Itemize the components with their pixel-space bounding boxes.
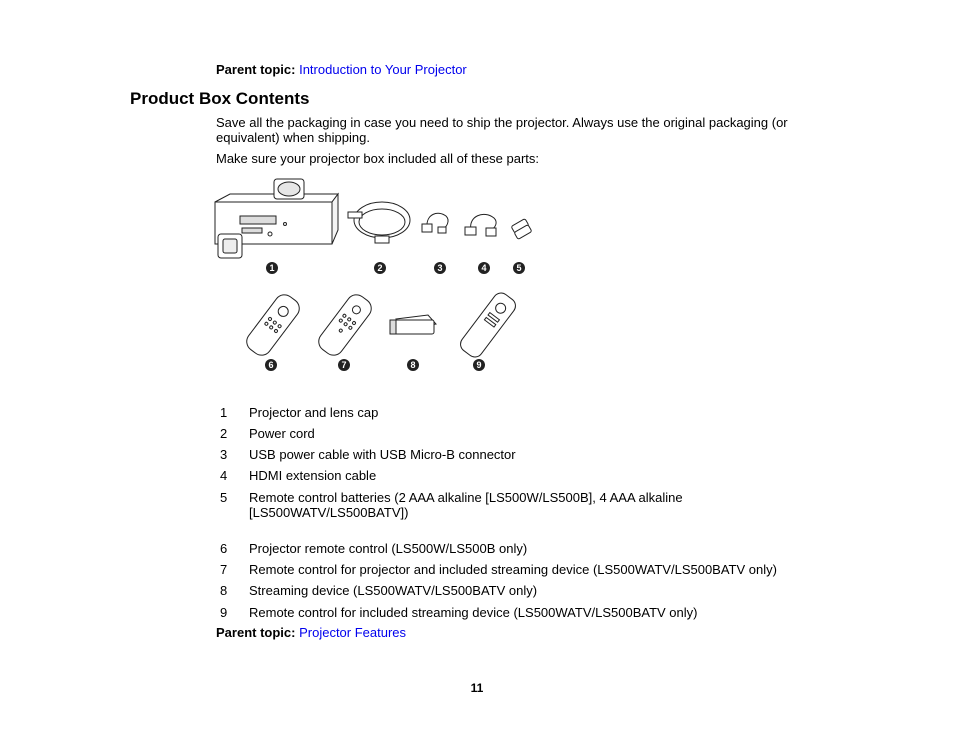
parts-list	[216, 405, 836, 627]
figure-callout: 4	[478, 262, 490, 274]
streaming-combo-remote-illustration	[315, 291, 375, 359]
figure-callout: 6	[265, 359, 277, 371]
list-item	[216, 541, 836, 556]
parent-topic-link[interactable]: Projector Features	[299, 625, 407, 640]
list-item	[216, 405, 836, 420]
parent-topic-bottom	[216, 625, 406, 640]
streaming-remote-illustration	[457, 290, 518, 360]
intro-paragraph-packaging: Save all the packaging in case you need to ship the projector. Always use the original packaging (or equivalent) when shipping.	[216, 115, 788, 145]
list-item-number: 9	[220, 605, 228, 620]
list-item-text: HDMI extension cable	[249, 468, 377, 483]
list-item-number: 1	[220, 405, 228, 420]
page-title: Product Box Contents	[130, 89, 310, 108]
projector-illustration	[215, 179, 338, 258]
projector-remote-illustration	[243, 291, 303, 359]
figure-callout: 2	[374, 262, 386, 274]
figure-callout: 1	[266, 262, 278, 274]
figure-callout: 5	[513, 262, 525, 274]
list-item-text: Streaming device (LS500WATV/LS500BATV only)	[249, 583, 538, 598]
list-item-text: USB power cable with USB Micro-B connector	[249, 447, 516, 462]
intro-paragraph-parts: Make sure your projector box included all of these parts:	[216, 151, 540, 166]
list-item-text: Remote control for projector and included streaming device (LS500WATV/LS500BATV only)	[249, 562, 777, 577]
figure-callout: 9	[473, 359, 485, 371]
list-item-number: 5	[220, 490, 228, 505]
list-item-text: Power cord	[249, 426, 315, 441]
list-item-number: 2	[220, 426, 228, 441]
figure-callout: 8	[407, 359, 419, 371]
figure-callout: 3	[434, 262, 446, 274]
list-item-text: Projector remote control (LS500W/LS500B only)	[249, 541, 528, 556]
figure-callout: 7	[338, 359, 350, 371]
list-item-text: Projector and lens cap	[249, 405, 379, 420]
list-item-text: Remote control for included streaming device (LS500WATV/LS500BATV only)	[249, 605, 698, 620]
parent-topic-label: Parent topic:	[216, 625, 296, 640]
list-item	[216, 426, 836, 441]
streaming-device-illustration	[390, 315, 436, 334]
list-item-number: 3	[220, 447, 228, 462]
list-item-number: 6	[220, 541, 228, 556]
product-box-figure	[210, 172, 540, 382]
list-item	[216, 605, 836, 620]
parent-topic-label: Parent topic:	[216, 62, 296, 77]
parent-topic-link[interactable]: Introduction to Your Projector	[299, 62, 467, 77]
list-item	[216, 468, 836, 483]
parent-topic-top	[216, 62, 467, 77]
power-cord-illustration	[348, 202, 410, 243]
batteries-illustration	[511, 219, 532, 240]
list-item	[216, 490, 836, 520]
list-item	[216, 583, 836, 598]
hdmi-cable-illustration	[465, 214, 496, 236]
list-item	[216, 447, 836, 462]
list-item-number: 8	[220, 583, 228, 598]
list-item	[216, 562, 836, 577]
usb-cable-illustration	[422, 213, 448, 233]
list-item-number: 4	[220, 468, 228, 483]
list-item-number: 7	[220, 562, 228, 577]
list-item-text: Remote control batteries (2 AAA alkaline [LS500W/LS500B], 4 AAA alkaline [LS500WATV/LS500BATV])	[249, 490, 683, 520]
page-number: 11	[470, 681, 484, 695]
